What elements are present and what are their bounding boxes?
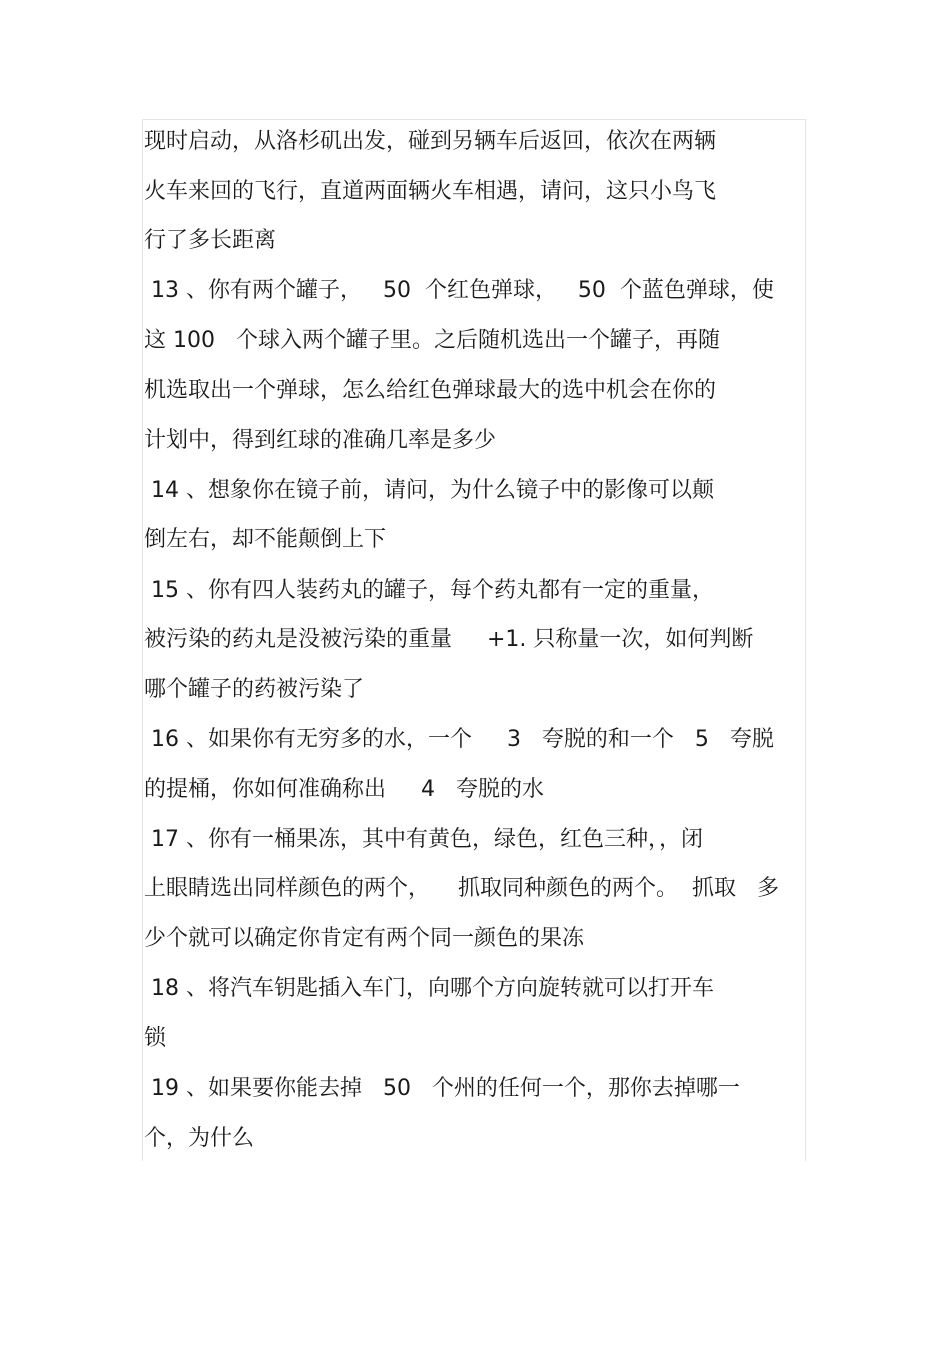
text-line: 机选取出一个弹球，怎么给红色弹球最大的选中机会在你的 (144, 378, 717, 403)
text-line: 行了多长距离 (144, 228, 277, 253)
question-19-line: 19 、如果要你能去掉 50 个州的任何一个，那你去掉哪一 (144, 1076, 740, 1101)
text-line: 这 100 个球入两个罐子里。之后随机选出一个罐子，再随 (144, 328, 720, 353)
text-line: 倒左右，却不能颠倒上下 (144, 527, 387, 552)
text-line: 哪个罐子的药被污染了 (144, 677, 365, 702)
question-17-line: 17 、你有一桶果冻，其中有黄色，绿色，红色三种，，闭 (144, 827, 703, 852)
text-line: 锁 (144, 1026, 167, 1051)
text-line: 被污染的药丸是没被污染的重量 +1. 只称量一次，如何判断 (144, 627, 754, 652)
text-line: 火车来回的飞行，直道两面辆火车相遇，请问，这只小鸟飞 (144, 179, 717, 204)
text-line: 计划中，得到红球的准确几率是多少 (144, 428, 497, 453)
text-line: 少个就可以确定你肯定有两个同一颜色的果冻 (144, 926, 585, 951)
text-line: 的提桶，你如何准确称出 4 夸脱的水 (144, 777, 544, 802)
text-line: 现时启动，从洛杉矶出发，碰到另辆车后返回，依次在两辆 (144, 129, 717, 154)
question-13-line: 13 、你有两个罐子， 50 个红色弹球， 50 个蓝色弹球，使 (144, 278, 774, 303)
question-16-line: 16 、如果你有无穷多的水，一个 3 夸脱的和一个 5 夸脱 (144, 727, 774, 752)
text-line: 上眼睛选出同样颜色的两个， 抓取同种颜色的两个。 抓取 多 (144, 876, 779, 901)
question-14-line: 14 、想象你在镜子前，请问，为什么镜子中的影像可以颠 (144, 478, 714, 503)
text-line: 个，为什么 (144, 1126, 255, 1151)
question-15-line: 15 、你有四人装药丸的罐子，每个药丸都有一定的重量， (144, 578, 714, 603)
question-18-line: 18 、将汽车钥匙插入车门，向哪个方向旋转就可以打开车 (144, 976, 714, 1001)
